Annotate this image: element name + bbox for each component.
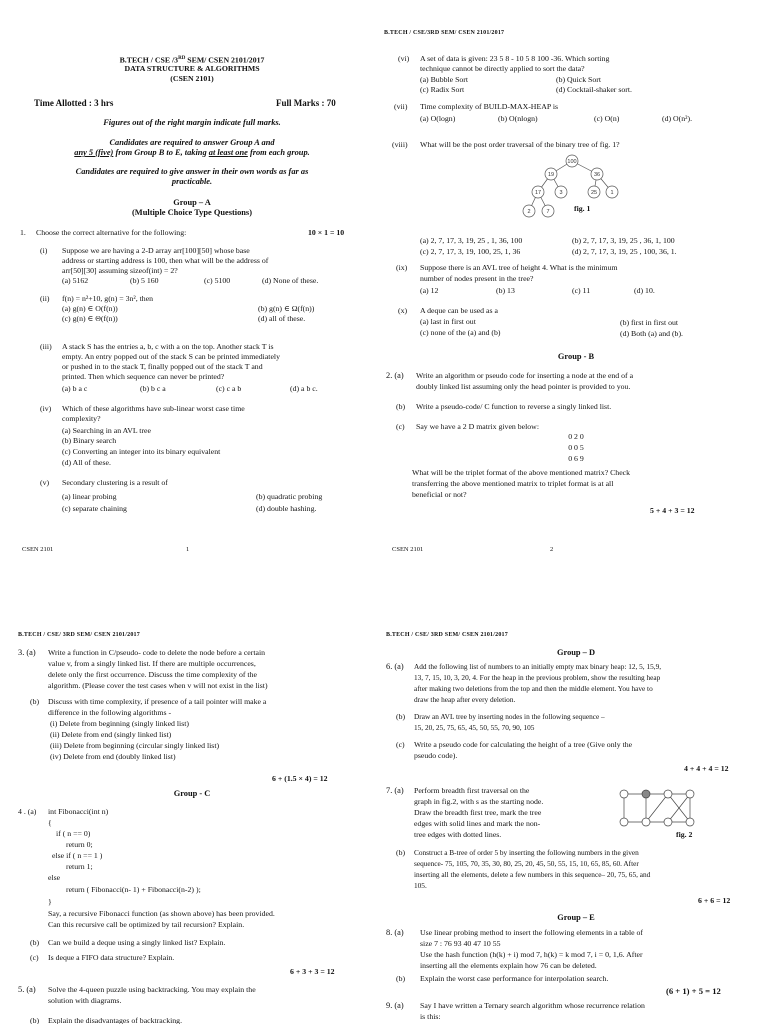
code-line: return ( Fibonacci(n- 1) + Fibonacci(n-2) ); xyxy=(66,885,201,894)
question-text: Can this recursive call be optimized by tail recursion? Explain. xyxy=(48,920,245,929)
question-text: Say I have written a Ternary search algorithm whose recurrence relation xyxy=(420,1001,645,1010)
footer-code: CSEN 2101 xyxy=(392,546,424,553)
sub-item: (iv) Delete from end (doubly linked list) xyxy=(50,752,176,761)
graph-figure xyxy=(616,782,714,838)
group-a-subheading: (Multiple Choice Type Questions) xyxy=(132,208,252,217)
group-a-heading: Group – A xyxy=(173,198,211,207)
mcq-option: (b) quadratic probing xyxy=(256,492,323,501)
question-text: Solve the 4-queen puzzle using backtracking. You may explain the xyxy=(48,985,256,994)
footer-page-number: 1 xyxy=(186,546,190,553)
tree-node-root: 100 xyxy=(567,159,577,165)
question-number: 8. (a) xyxy=(386,928,404,937)
question-text: graph in fig.2, with s as the starting node. xyxy=(414,797,544,806)
running-header: B.TECH / CSE/ 3RD SEM/ CSEN 2101/2017 xyxy=(386,632,508,638)
code-line: if ( n == 0) xyxy=(56,829,91,838)
mcq-option: (b) b c a xyxy=(140,384,166,393)
question-number: (b) xyxy=(30,1016,40,1024)
mcq-option: (a) Searching in an AVL tree xyxy=(62,426,151,435)
question-text: Can we build a deque using a singly linked list? Explain. xyxy=(48,938,226,947)
question-text: Say, a recursive Fibonacci function (as shown above) has been provided. xyxy=(48,909,275,918)
sub-item: (iii) Delete from beginning (circular singly linked list) xyxy=(50,741,220,750)
footer-code: CSEN 2101 xyxy=(22,546,54,553)
code-line: { xyxy=(48,818,52,827)
mcq-text: Secondary clustering is a result of xyxy=(62,478,168,487)
mcq-text: What will be the post order traversal of the binary tree of fig. 1? xyxy=(420,140,620,149)
mcq-option: (b) O(nlogn) xyxy=(498,114,538,123)
tree-node: 3 xyxy=(559,190,563,196)
mcq-text: complexity? xyxy=(62,414,101,423)
mcq-number: (v) xyxy=(40,478,50,487)
full-marks: Full Marks : 70 xyxy=(276,98,336,108)
mcq-option: (b) 5 160 xyxy=(130,276,159,285)
mcq-option: (d) O(n²). xyxy=(662,114,693,123)
mcq-option: (d) Both (a) and (b). xyxy=(620,329,684,338)
instruction-marks: Figures out of the right margin indicate full marks. xyxy=(103,118,281,127)
group-b-heading: Group - B xyxy=(557,352,595,361)
question-text: after making two deletions from the top and then the middle element. You have to xyxy=(414,684,653,693)
exam-page-4 xyxy=(384,622,768,1024)
mcq-number: (ix) xyxy=(396,263,408,272)
group-e-heading: Group – E xyxy=(557,913,595,922)
mcq-option: (b) Binary search xyxy=(62,436,117,445)
question-marks: 6 + 6 = 12 xyxy=(698,896,731,905)
question-text: Draw the breadth first tree, mark the tree xyxy=(414,808,542,817)
mcq-number: (viii) xyxy=(392,140,408,149)
mcq-text: number of nodes present in the tree? xyxy=(420,274,534,283)
question-text: size 7 : 76 93 40 47 10 55 xyxy=(420,939,501,948)
mcq-text: technique cannot be directly applied to sort the data? xyxy=(420,64,585,73)
question-number: 4 . (a) xyxy=(18,807,37,816)
sub-item: (i) Delete from beginning (singly linked list) xyxy=(50,719,190,728)
tree-node: 1 xyxy=(610,190,614,196)
tree-node: 25 xyxy=(590,190,598,196)
mcq-option: (c) Converting an integer into its binary equivalent xyxy=(62,447,221,456)
code-line: else xyxy=(48,873,61,882)
question-marks: 4 + 4 + 4 = 12 xyxy=(684,764,729,773)
mcq-option: (c) none of the (a) and (b) xyxy=(420,328,501,337)
question-text: Use the hash function (h(k) + i) mod 7, h(k) = k mod 7, i = 0, 1,6. After xyxy=(420,950,643,959)
question-text: inserting all the elements, delete a few numbers in this sequence– 20, 75, 65, and xyxy=(414,870,651,879)
question-number: 5. (a) xyxy=(18,985,36,994)
mcq-option: (d) Cocktail-shaker sort. xyxy=(556,85,632,94)
mcq-text: arr[50][30] assuming sizeof(int) = 2? xyxy=(62,266,178,275)
instruction-words-2: practicable. xyxy=(171,177,213,186)
tree-node: 17 xyxy=(534,190,542,196)
running-header: B.TECH / CSE/3RD SEM/ CSEN 2101/2017 xyxy=(384,30,505,36)
mcq-text: A deque can be used as a xyxy=(420,306,498,315)
question-text: pseudo code). xyxy=(414,751,458,760)
question-text: Perform breadth first traversal on the xyxy=(414,786,530,795)
course-header: B.TECH / CSE /3RD SEM/ CSEN 2101/2017 xyxy=(119,55,265,65)
mcq-option: (c) O(n) xyxy=(594,114,620,123)
question-text: Write an algorithm or pseudo code for inserting a node at the end of a xyxy=(416,371,634,380)
mcq-text: empty. An entry popped out of the stack S can be printed immediately xyxy=(62,352,280,361)
matrix-row: 0 2 0 xyxy=(568,432,584,441)
question-number: 6. (a) xyxy=(386,662,404,671)
question-number: 7. (a) xyxy=(386,786,404,795)
mcq-option: (b) first in first out xyxy=(620,318,679,327)
question-number: (b) xyxy=(396,848,406,857)
question-marks: 5 + 4 + 3 = 12 xyxy=(650,506,695,515)
instruction-groups-1: Candidates are required to answer Group A and xyxy=(109,138,275,147)
mcq-option: (a) O(logn) xyxy=(420,114,456,123)
mcq-option: (d) All of these. xyxy=(62,458,111,467)
code-line: else if ( n == 1 ) xyxy=(52,851,103,860)
instruction-words-1: Candidates are required to give answer in their own words as far as xyxy=(75,167,309,176)
tree-node: 2 xyxy=(527,209,531,215)
question-text: beneficial or not? xyxy=(412,490,467,499)
question-number: 9. (a) xyxy=(386,1001,404,1010)
exam-page-3 xyxy=(0,622,384,1024)
figure-caption: fig. 1 xyxy=(574,204,591,213)
mcq-text: A set of data is given: 23 5 8 - 10 5 8 100 -36. Which sorting xyxy=(420,54,610,63)
question-text: Is deque a FIFO data structure? Explain. xyxy=(48,953,175,962)
mcq-option: (d) all of these. xyxy=(258,314,306,323)
mcq-option: (c) 5100 xyxy=(204,276,231,285)
question-text: Write a pseudo-code/ C function to reverse a singly linked list. xyxy=(416,402,612,411)
mcq-option: (c) separate chaining xyxy=(62,504,127,513)
question-text: 105. xyxy=(414,881,427,890)
mcq-option: (d) double hashing. xyxy=(256,504,317,513)
question-text: Draw an AVL tree by inserting nodes in the following sequence – xyxy=(414,712,605,721)
mcq-number: (x) xyxy=(398,306,408,315)
question-number: (c) xyxy=(396,422,405,431)
question-number: 3. (a) xyxy=(18,648,36,657)
question-text: Write a function in C/pseudo- code to delete the node before a certain xyxy=(48,648,266,657)
mcq-text: Suppose we are having a 2-D array arr[100][50] whose base xyxy=(62,246,250,255)
question-number: (b) xyxy=(396,974,406,983)
mcq-text: f(n) = n²+10, g(n) = 3n², then xyxy=(62,294,154,303)
question-text: Say we have a 2 D matrix given below: xyxy=(416,422,539,431)
mcq-number: (vi) xyxy=(398,54,410,63)
exam-code: (CSEN 2101) xyxy=(170,74,214,83)
question-number: (c) xyxy=(30,953,39,962)
question-number: (c) xyxy=(396,740,405,749)
question-marks: 6 + (1.5 × 4) = 12 xyxy=(272,774,328,783)
mcq-option: (d) 10. xyxy=(634,286,655,295)
mcq-text: Time complexity of BUILD-MAX-HEAP is xyxy=(420,102,559,111)
question-text: What will be the triplet format of the above mentioned matrix? Check xyxy=(412,468,631,477)
footer-page-number: 2 xyxy=(550,546,554,553)
tree-node: 36 xyxy=(593,172,601,178)
question-text: doubly linked list assuming only the head pointer is provided to you. xyxy=(416,382,631,391)
question-number: 1. xyxy=(20,228,26,237)
question-text: algorithm. (Please cover the test cases when v will not exist in the list) xyxy=(48,681,268,690)
mcq-option: (c) 2, 7, 17, 3, 19, 100, 25, 1, 36 xyxy=(420,247,521,256)
question-text: delete only the first occurrence. Discuss the time complexity of the xyxy=(48,670,257,679)
question-marks: (6 + 1) + 5 = 12 xyxy=(666,986,721,996)
mcq-option: (a) b a c xyxy=(62,384,88,393)
question-text: is this: xyxy=(420,1012,441,1021)
question-text: solution with diagrams. xyxy=(48,996,122,1005)
question-text: 15, 20, 25, 75, 65, 45, 50, 55, 70, 90, 105 xyxy=(414,723,535,732)
question-number: (b) xyxy=(30,697,40,706)
question-text: transferring the above mentioned matrix to triplet format is at all xyxy=(412,479,614,488)
code-line: int Fibonacci(int n) xyxy=(48,807,109,816)
mcq-option: (c) Radix Sort xyxy=(420,85,465,94)
group-c-heading: Group - C xyxy=(173,789,211,798)
mcq-number: (ii) xyxy=(40,294,50,303)
exam-page-2 xyxy=(384,30,768,560)
mcq-text: or pushed in to the stack T, finally popped out of the stack T and xyxy=(62,362,263,371)
mcq-option: (b) 2, 7, 17, 3, 19, 25 , 36, 1, 100 xyxy=(572,236,675,245)
code-line: } xyxy=(48,897,52,906)
running-header: B.TECH / CSE/ 3RD SEM/ CSEN 2101/2017 xyxy=(18,632,140,638)
question-marks: 10 × 1 = 10 xyxy=(308,228,345,237)
question-text: Explain the worst case performance for interpolation search. xyxy=(420,974,609,983)
question-text: 13, 7, 15, 10, 3, 20, 4. For the heap in the previous problem, show the resulting heap xyxy=(414,673,661,682)
mcq-option: (d) a b c. xyxy=(290,384,318,393)
mcq-number: (vii) xyxy=(394,102,408,111)
exam-page-1 xyxy=(0,30,384,560)
mcq-number: (iii) xyxy=(40,342,52,351)
mcq-option: (a) last in first out xyxy=(420,317,476,326)
mcq-option: (a) 2, 7, 17, 3, 19, 25 , 1, 36, 100 xyxy=(420,236,523,245)
mcq-text: Suppose there is an AVL tree of height 4. What is the minimum xyxy=(420,263,618,272)
sub-item: (ii) Delete from end (singly linked list) xyxy=(50,730,172,739)
code-line: return 1; xyxy=(66,862,93,871)
question-text: tree edges with dotted lines. xyxy=(414,830,502,839)
mcq-option: (b) 13 xyxy=(496,286,515,295)
question-text: inserting all the elements explain how 76 can be deleted. xyxy=(420,961,597,970)
mcq-option: (c) g(n) ∈ Θ(f(n)) xyxy=(62,314,118,323)
question-number: (b) xyxy=(396,712,406,721)
mcq-option: (a) Bubble Sort xyxy=(420,75,469,84)
mcq-number: (iv) xyxy=(40,404,52,413)
instruction-groups-2: any 5 (five) from Group B to E, taking at least one from each group. xyxy=(74,148,310,157)
question-text: value v, from a singly linked list. If there are multiple occurrences, xyxy=(48,659,256,668)
mcq-option: (d) 2, 7, 17, 3, 19, 25 , 100, 36, 1. xyxy=(572,247,677,256)
mcq-option: (a) g(n) ∈ O(f(n)) xyxy=(62,304,118,313)
mcq-option: (a) 12 xyxy=(420,286,439,295)
question-number: (b) xyxy=(396,402,406,411)
mcq-number: (i) xyxy=(40,246,48,255)
mcq-option: (d) None of these. xyxy=(262,276,319,285)
question-text: difference in the following algorithms - xyxy=(48,708,172,717)
mcq-text: printed. Then which sequence can never be printed? xyxy=(62,372,225,381)
question-text: Discuss with time complexity, if presence of a tail pointer will make a xyxy=(48,697,267,706)
mcq-option: (b) Quick Sort xyxy=(556,75,602,84)
group-d-heading: Group – D xyxy=(556,648,595,657)
mcq-option: (c) c a b xyxy=(216,384,242,393)
mcq-option: (a) 5162 xyxy=(62,276,89,285)
mcq-option: (c) 11 xyxy=(572,286,591,295)
time-allotted: Time Allotted : 3 hrs xyxy=(34,98,114,108)
tree-node: 7 xyxy=(546,209,550,215)
question-text: Explain the disadvantages of backtracking. xyxy=(48,1016,183,1024)
question-text: sequence- 75, 105, 70, 35, 30, 80, 25, 20, 45, 50, 55, 15, 10, 65, 85, 60. After xyxy=(414,859,639,868)
mcq-option: (a) linear probing xyxy=(62,492,117,501)
mcq-text: Which of these algorithms have sub-linear worst case time xyxy=(62,404,245,413)
matrix-row: 0 6 9 xyxy=(568,454,584,463)
question-text: Use linear probing method to insert the following elements in a table of xyxy=(420,928,644,937)
mcq-text: address or starting address is 100, then what will be the address of xyxy=(62,256,269,265)
question-number: (b) xyxy=(30,938,40,947)
question-number: 2. (a) xyxy=(386,371,404,380)
question-marks: 6 + 3 + 3 = 12 xyxy=(290,967,335,976)
matrix-row: 0 0 5 xyxy=(568,443,584,452)
mcq-text: A stack S has the entries a, b, c with a on the top. Another stack T is xyxy=(62,342,274,351)
tree-node: 19 xyxy=(547,172,555,178)
question-text: draw the heap after every deletion. xyxy=(414,695,516,704)
question-text: edges with solid lines and mark the non- xyxy=(414,819,541,828)
question-text: Write a pseudo code for calculating the height of a tree (Give only the xyxy=(414,740,633,749)
question-text: Add the following list of numbers to an initially empty max binary heap: 12, 5, 15,9, xyxy=(414,662,662,671)
figure-caption: fig. 2 xyxy=(676,830,693,839)
mcq-option: (b) g(n) ∈ Ω(f(n)) xyxy=(258,304,315,313)
code-line: return 0; xyxy=(66,840,93,849)
question-text: Choose the correct alternative for the following: xyxy=(36,228,187,237)
question-text: Construct a B-tree of order 5 by inserting the following numbers in the given xyxy=(414,848,639,857)
exam-title: DATA STRUCTURE & ALGORITHMS xyxy=(124,64,260,73)
